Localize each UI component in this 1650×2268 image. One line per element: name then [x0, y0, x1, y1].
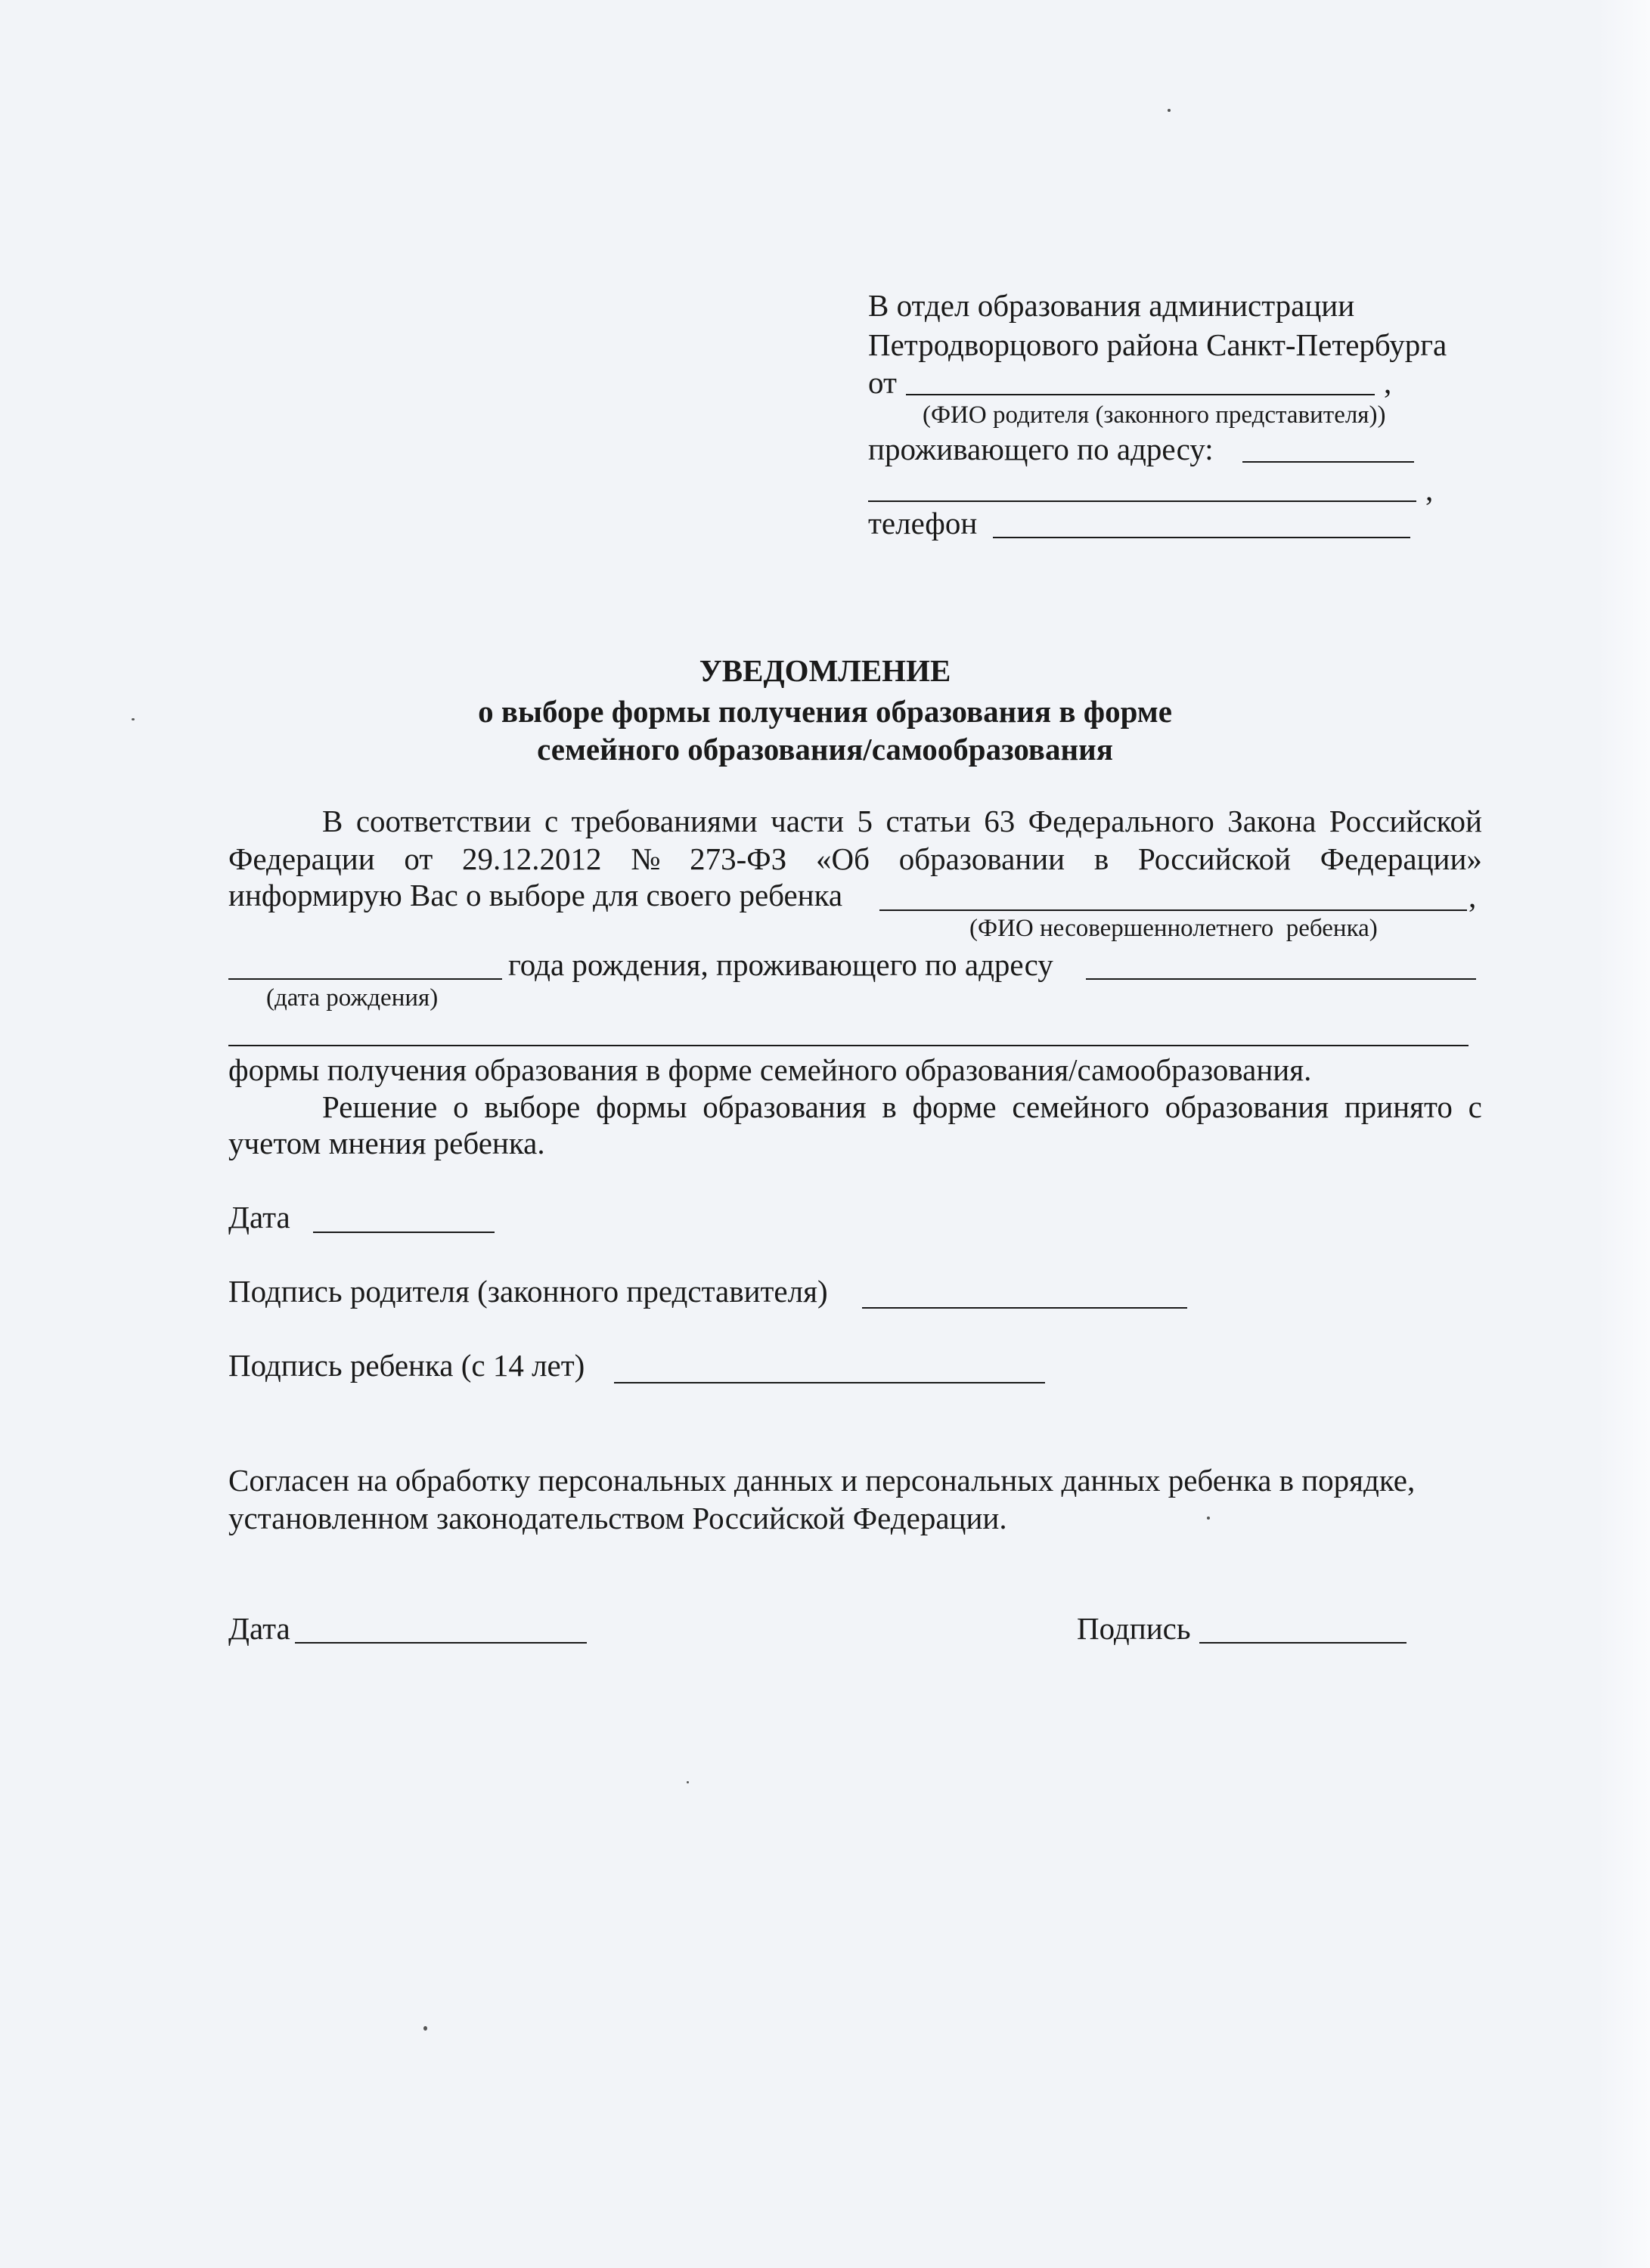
scan-speck: [132, 718, 135, 720]
address-label: проживающего по адресу:: [868, 432, 1214, 466]
word: 63: [984, 804, 1016, 838]
word: образования: [1165, 1089, 1329, 1124]
consent-date-label: Дата: [228, 1611, 290, 1646]
address-field-2[interactable]: [868, 500, 1416, 502]
word: о: [453, 1089, 469, 1124]
word: в: [1093, 841, 1109, 876]
parent-signature-label: Подпись родителя (законного представителя): [228, 1274, 828, 1309]
from-label: от: [868, 365, 897, 400]
word: требованиями: [571, 804, 758, 838]
parent-name-field[interactable]: [906, 394, 1375, 395]
addressee-line-1: В отдел образования администрации: [868, 288, 1355, 323]
word: Федерального: [1028, 804, 1214, 838]
word: 5: [857, 804, 873, 838]
word: семейного: [1012, 1089, 1150, 1124]
paragraph-2-line-1: [322, 1087, 1482, 1126]
birth-date-field[interactable]: [228, 978, 502, 980]
birth-text: года рождения, проживающего по адресу: [508, 947, 1053, 982]
consent-date-field[interactable]: [295, 1642, 587, 1644]
word: принято: [1344, 1089, 1453, 1124]
child-name-comma: ,: [1469, 879, 1477, 914]
page-edge: [1597, 0, 1650, 2268]
word: соответствии: [355, 804, 532, 838]
date-field[interactable]: [313, 1232, 495, 1233]
document-subtitle-1: о выборе формы получения образования в форме: [478, 694, 1172, 729]
word: статьи: [885, 804, 971, 838]
parent-name-hint: (ФИО родителя (законного представителя)): [923, 401, 1386, 429]
word: в: [882, 1089, 897, 1124]
phone-field[interactable]: [993, 537, 1410, 538]
child-address-field-2[interactable]: [228, 1045, 1469, 1046]
phone-label: телефон: [868, 506, 978, 541]
paragraph-1-line-3: информирую Вас о выборе для своего ребенка: [228, 878, 843, 912]
scan-speck: [1168, 109, 1171, 112]
parent-signature-field[interactable]: [862, 1307, 1187, 1309]
word: формы: [596, 1089, 687, 1124]
word: части: [771, 804, 845, 838]
word: Федерации»: [1320, 841, 1482, 876]
address-field-1[interactable]: [1242, 461, 1414, 463]
child-address-field-1[interactable]: [1086, 978, 1476, 980]
child-signature-field[interactable]: [614, 1382, 1045, 1383]
document-title: УВЕДОМЛЕНИЕ: [699, 653, 951, 688]
form-line: формы получения образования в форме семейного образования/самообразования.: [228, 1052, 1312, 1087]
word: Закона: [1227, 804, 1317, 838]
scan-speck: [1207, 1517, 1210, 1520]
word: «Об: [816, 841, 870, 876]
paragraph-1-line-1: [322, 801, 1482, 841]
address-comma: ,: [1425, 472, 1434, 507]
child-name-field[interactable]: [879, 909, 1467, 911]
word: №: [631, 841, 661, 876]
birth-date-hint: (дата рождения): [266, 984, 439, 1012]
consent-signature-label: Подпись: [1077, 1611, 1191, 1646]
document-subtitle-2: семейного образования/самообразования: [537, 732, 1113, 767]
consent-line-1: Согласен на обработку персональных данных и персональных данных ребенка в порядке,: [228, 1463, 1416, 1498]
consent-line-2: установленном законодательством Российской Федерации.: [228, 1501, 1007, 1535]
consent-signature-field[interactable]: [1199, 1642, 1407, 1644]
date-label: Дата: [228, 1200, 290, 1235]
word: образовании: [898, 841, 1065, 876]
child-name-hint: (ФИО несовершеннолетнего ребенка): [969, 915, 1378, 942]
paragraph-1-line-2: [228, 839, 1482, 878]
word: с: [1468, 1089, 1482, 1124]
scan-speck: [687, 1781, 689, 1783]
word: выборе: [484, 1089, 581, 1124]
from-comma: ,: [1384, 365, 1392, 400]
scan-speck: [423, 2026, 427, 2031]
paragraph-2-line-2: учетом мнения ребенка.: [228, 1126, 545, 1160]
word: форме: [912, 1089, 997, 1124]
word: Российской: [1329, 804, 1482, 838]
word: Федерации: [228, 841, 375, 876]
word: от: [404, 841, 433, 876]
word: образования: [702, 1089, 867, 1124]
word: 29.12.2012: [462, 841, 602, 876]
child-signature-label: Подпись ребенка (с 14 лет): [228, 1348, 585, 1383]
word: 273-ФЗ: [690, 841, 787, 876]
word: с: [544, 804, 559, 838]
word: Решение: [322, 1089, 438, 1124]
word: Российской: [1137, 841, 1292, 876]
word: В: [322, 804, 343, 838]
addressee-line-2: Петродворцового района Санкт-Петербурга: [868, 327, 1447, 362]
